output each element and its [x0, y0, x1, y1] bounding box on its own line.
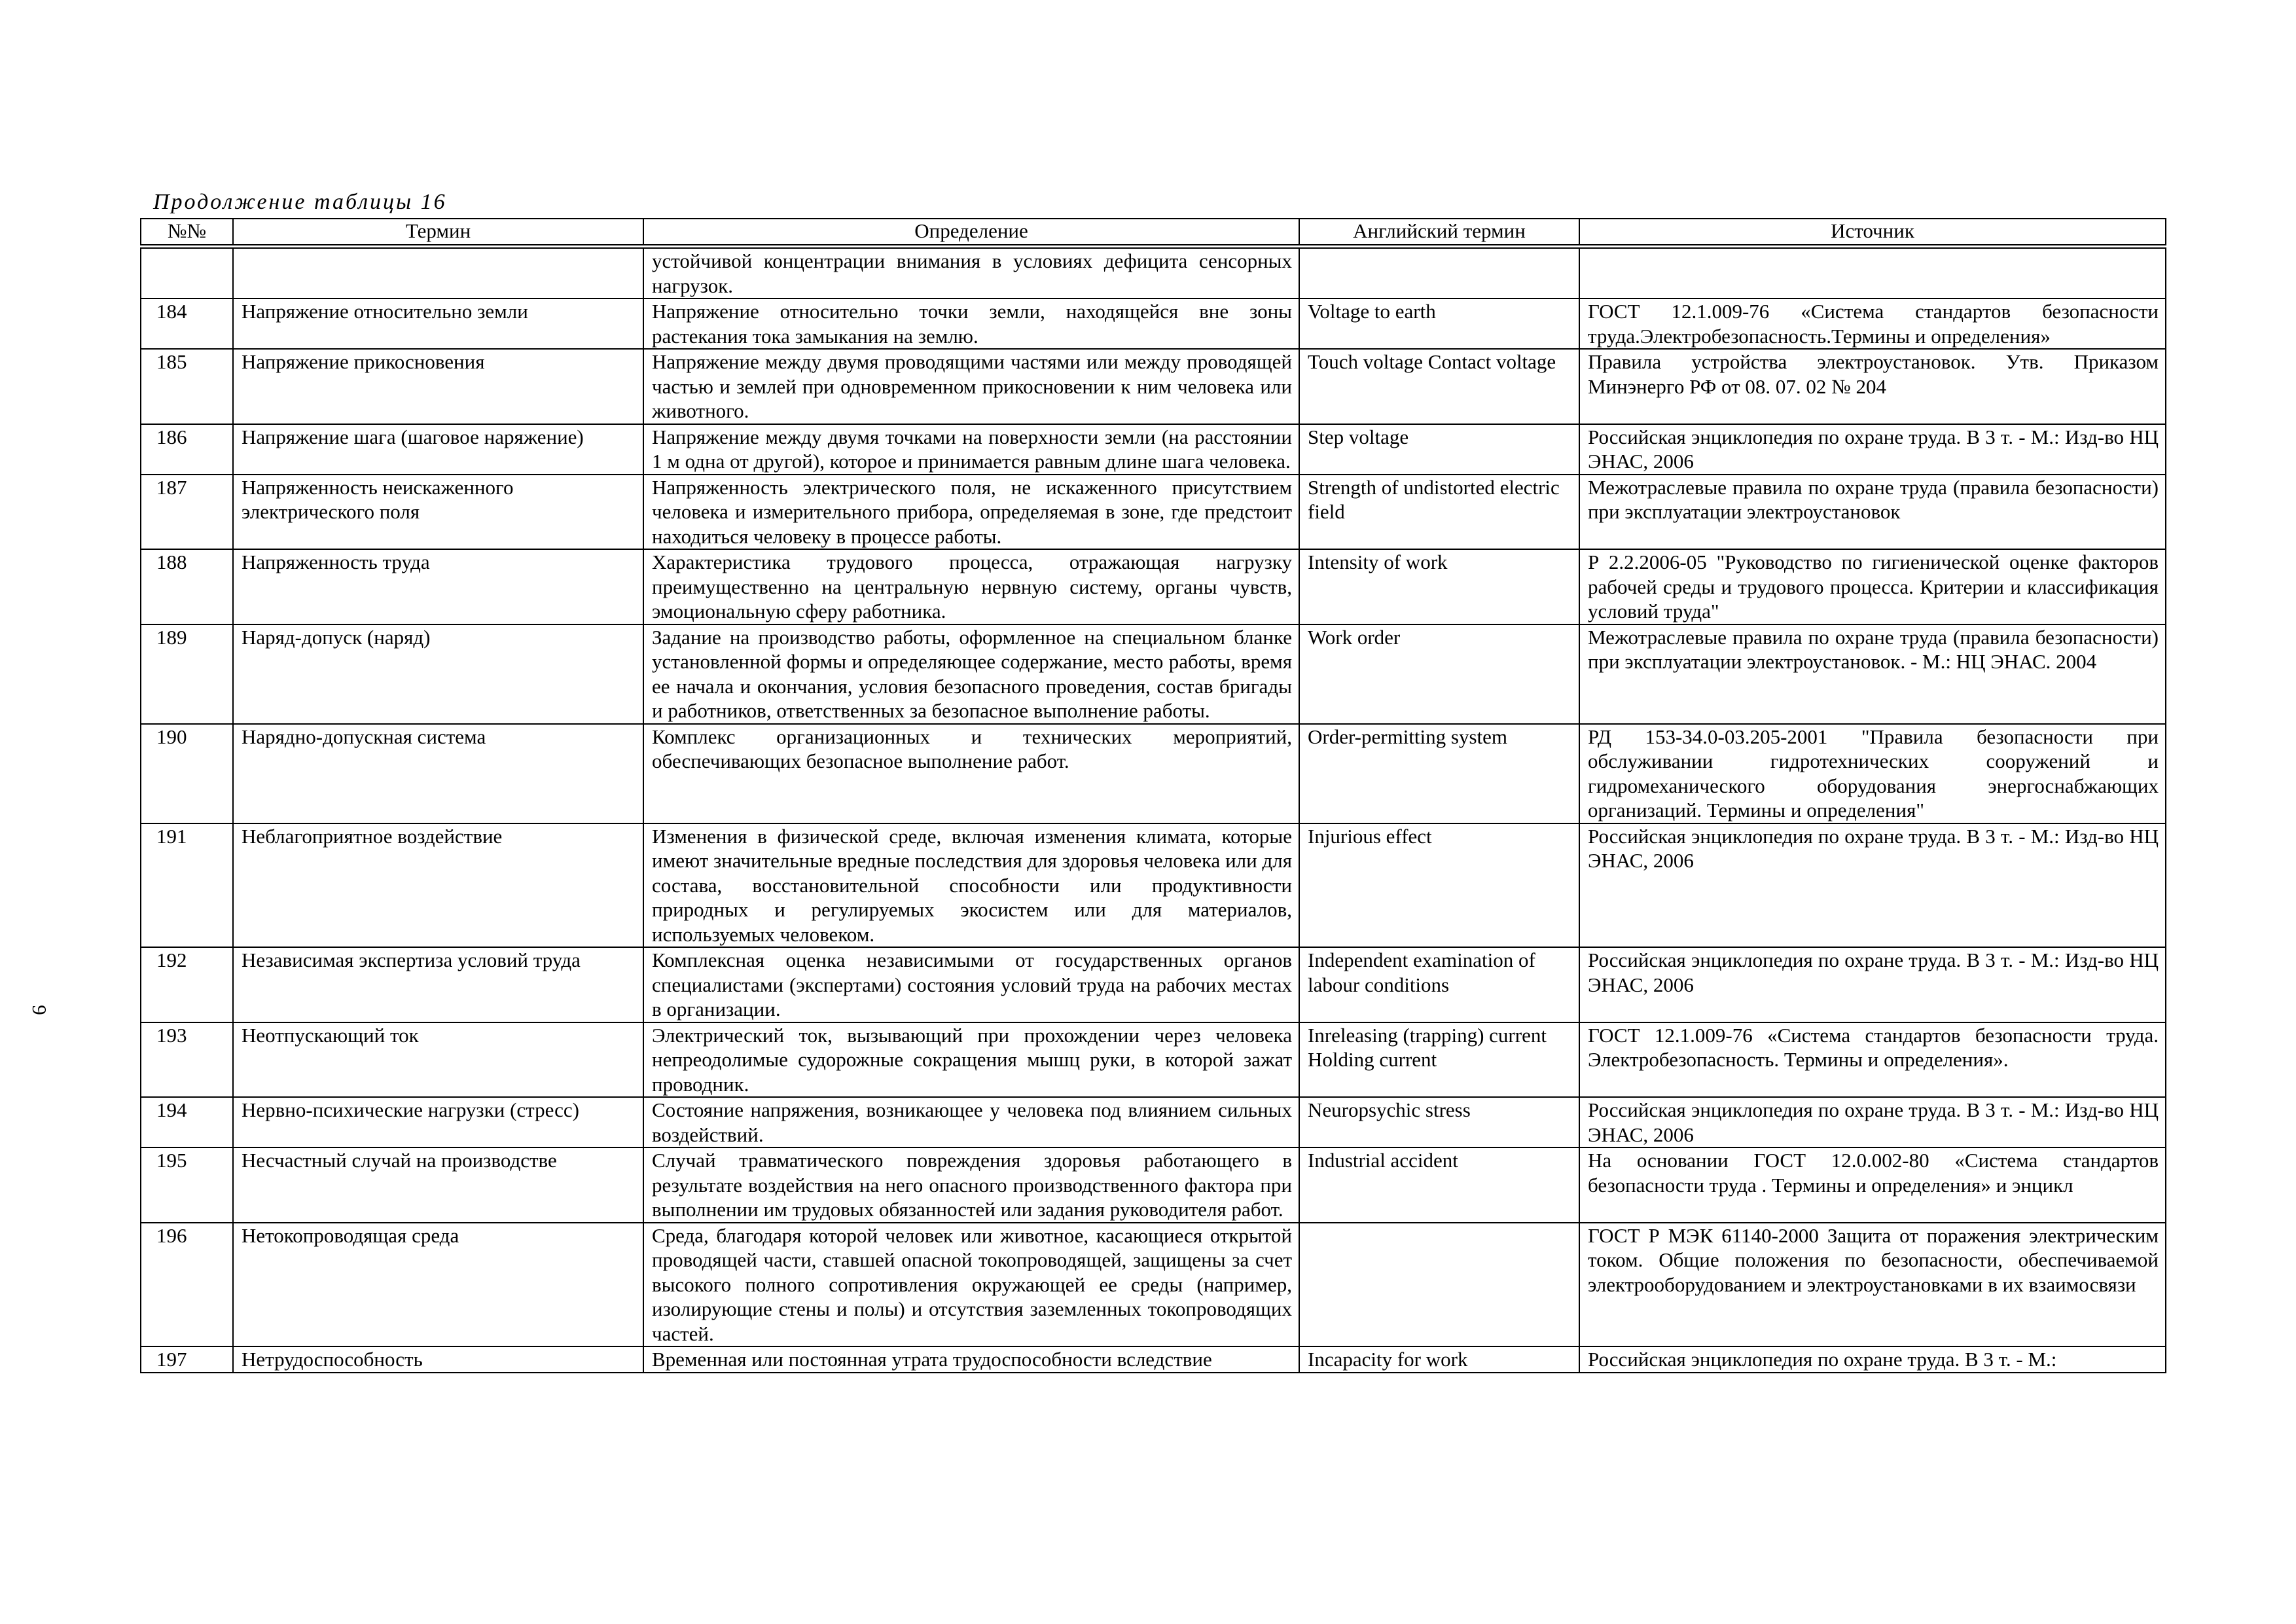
terms-table — [140, 218, 2166, 1373]
row-number: 186 — [141, 424, 233, 475]
row-definition: Напряжение между двумя точками на поверхности земли (на расстоянии 1 м одна от другой), которое и принимается равным длине шага человека. — [643, 424, 1299, 475]
row-english-term — [1299, 1223, 1579, 1347]
row-source: Российская энциклопедия по охране труда. В 3 т. - М.: — [1579, 1346, 2166, 1373]
row-english-term: Intensity of work — [1299, 549, 1579, 624]
row-english-term: Touch voltage Contact voltage — [1299, 349, 1579, 424]
row-number: 189 — [141, 624, 233, 724]
header-source: Источник — [1579, 219, 2166, 247]
row-source: РД 153-34.0-03.205-2001 "Правила безопасности при обслуживании гидротехнических сооружений и гидромеханического оборудования энергоснабжающих организаций. Термины и определения" — [1579, 724, 2166, 823]
row-term: Напряжение прикосновения — [233, 349, 643, 424]
row-source: Правила устройства электроустановок. Утв. Приказом Минэнерго РФ от 08. 07. 02 № 204 — [1579, 349, 2166, 424]
header-number: №№ — [141, 219, 233, 247]
table-row — [141, 1346, 2166, 1373]
row-number: 184 — [141, 298, 233, 349]
row-term: Нетрудоспособность — [233, 1346, 643, 1373]
row-number: 194 — [141, 1097, 233, 1147]
row-definition: Временная или постоянная утрата трудоспособности вследствие — [643, 1346, 1299, 1373]
table-row — [141, 1223, 2166, 1347]
row-term: Нетокопроводящая среда — [233, 1223, 643, 1347]
row-english-term: Strength of undistorted electric field — [1299, 475, 1579, 550]
header-term: Термин — [233, 219, 643, 247]
row-english-term: Work order — [1299, 624, 1579, 724]
row-term: Напряжение относительно земли — [233, 298, 643, 349]
row-number: 188 — [141, 549, 233, 624]
row-definition: Электрический ток, вызывающий при прохождении через человека непреодолимые судорожные сокращения мышц руки, в которой зажат проводник. — [643, 1022, 1299, 1098]
table-row — [141, 298, 2166, 349]
row-term: Неотпускающий ток — [233, 1022, 643, 1098]
table-header-row — [141, 219, 2166, 247]
row-number: 195 — [141, 1147, 233, 1223]
row-number: 196 — [141, 1223, 233, 1347]
table-row — [141, 947, 2166, 1022]
row-english-term: Incapacity for work — [1299, 1346, 1579, 1373]
header-english-term: Английский термин — [1299, 219, 1579, 247]
row-source: Межотраслевые правила по охране труда (правила безопасности) при эксплуатации электроустановок. - М.: НЦ ЭНАС. 2004 — [1579, 624, 2166, 724]
row-english-term: Inreleasing (trapping) current Holding current — [1299, 1022, 1579, 1098]
table-caption: Продолжение таблицы 16 — [153, 190, 447, 214]
row-english-term: Step voltage — [1299, 424, 1579, 475]
row-source: ГОСТ Р МЭК 61140-2000 Защита от поражения электрическим током. Общие положения по безопасности, обеспечиваемой электрооборудованием и электроустановками в их взаимосвязи — [1579, 1223, 2166, 1347]
row-source: Межотраслевые правила по охране труда (правила безопасности) при эксплуатации электроустановок — [1579, 475, 2166, 550]
row-definition: Задание на производство работы, оформленное на специальном бланке установленной формы и определяющее содержание, место работы, время ее начала и окончания, условия безопасного проведения, состав бригады и работников, ответственных за безопасное выполнение работы. — [643, 624, 1299, 724]
row-number: 187 — [141, 475, 233, 550]
table-row — [141, 1022, 2166, 1098]
row-number: 191 — [141, 823, 233, 948]
row-english-term: Voltage to earth — [1299, 298, 1579, 349]
row-source: ГОСТ 12.1.009-76 «Система стандартов безопасности труда.Электробезопасность.Термины и определения» — [1579, 298, 2166, 349]
row-source: Российская энциклопедия по охране труда. В 3 т. - М.: Изд-во НЦ ЭНАС, 2006 — [1579, 947, 2166, 1022]
row-definition: Случай травматического повреждения здоровья работающего в результате воздействия на него опасного производственного фактора при выполнении им трудовых обязанностей или задания руководителя работ. — [643, 1147, 1299, 1223]
row-source: Российская энциклопедия по охране труда. В 3 т. - М.: Изд-во НЦ ЭНАС, 2006 — [1579, 1097, 2166, 1147]
table-row — [141, 823, 2166, 948]
page-number: 9 — [28, 1005, 51, 1015]
table-row — [141, 549, 2166, 624]
row-term — [233, 247, 643, 299]
header-definition: Определение — [643, 219, 1299, 247]
row-english-term: Neuropsychic stress — [1299, 1097, 1579, 1147]
row-definition: Характеристика трудового процесса, отражающая нагрузку преимущественно на центральную нервную систему, органы чувств, эмоциональную сферу работника. — [643, 549, 1299, 624]
row-number: 192 — [141, 947, 233, 1022]
row-definition: Изменения в физической среде, включая изменения климата, которые имеют значительные вредные последствия для здоровья человека или для состава, восстановительной способности или продуктивности природных и регулируемых экосистем или для материалов, используемых человеком. — [643, 823, 1299, 948]
row-source: Российская энциклопедия по охране труда. В 3 т. - М.: Изд-во НЦ ЭНАС, 2006 — [1579, 823, 2166, 948]
row-term: Напряженность труда — [233, 549, 643, 624]
row-definition: устойчивой концентрации внимания в условиях дефицита сенсорных нагрузок. — [643, 247, 1299, 299]
row-english-term: Order-permitting system — [1299, 724, 1579, 823]
row-definition: Комплекс организационных и технических мероприятий, обеспечивающих безопасное выполнение работ. — [643, 724, 1299, 823]
row-term: Несчастный случай на производстве — [233, 1147, 643, 1223]
row-source: Р 2.2.2006-05 "Руководство по гигиенической оценке факторов рабочей среды и трудового процесса. Критерии и классификация условий труда" — [1579, 549, 2166, 624]
row-term: Нервно-психические нагрузки (стресс) — [233, 1097, 643, 1147]
row-term: Независимая экспертиза условий труда — [233, 947, 643, 1022]
row-definition: Напряженность электрического поля, не искаженного присутствием человека и измерительного прибора, определяемая в зоне, где предстоит находиться человеку в процессе работы. — [643, 475, 1299, 550]
row-definition: Напряжение между двумя проводящими частями или между проводящей частью и землей при одновременном прикосновении к ним человека или животного. — [643, 349, 1299, 424]
row-definition: Состояние напряжения, возникающее у человека под влиянием сильных воздействий. — [643, 1097, 1299, 1147]
row-source: Российская энциклопедия по охране труда. В 3 т. - М.: Изд-во НЦ ЭНАС, 2006 — [1579, 424, 2166, 475]
row-term: Напряжение шага (шаговое наряжение) — [233, 424, 643, 475]
table-row — [141, 424, 2166, 475]
table-row — [141, 724, 2166, 823]
table-row — [141, 475, 2166, 550]
row-number: 197 — [141, 1346, 233, 1373]
row-definition: Напряжение относительно точки земли, находящейся вне зоны растекания тока замыкания на землю. — [643, 298, 1299, 349]
row-english-term: Independent examination of labour conditions — [1299, 947, 1579, 1022]
row-number: 185 — [141, 349, 233, 424]
row-english-term — [1299, 247, 1579, 299]
table-row — [141, 349, 2166, 424]
row-source: На основании ГОСТ 12.0.002-80 «Система стандартов безопасности труда . Термины и определения» и энцикл — [1579, 1147, 2166, 1223]
row-definition: Среда, благодаря которой человек или животное, касающиеся открытой проводящей части, ставшей опасной токопроводящей, защищены за счет высокого полного сопротивления окружающей ее среды (например, изолирующие стены и полы) и отсутствия заземленных токопроводящих частей. — [643, 1223, 1299, 1347]
row-number — [141, 247, 233, 299]
row-term: Нарядно-допускная система — [233, 724, 643, 823]
row-source — [1579, 247, 2166, 299]
table-row — [141, 247, 2166, 299]
row-english-term: Industrial accident — [1299, 1147, 1579, 1223]
table-row — [141, 624, 2166, 724]
row-number: 190 — [141, 724, 233, 823]
table-row — [141, 1097, 2166, 1147]
row-term: Напряженность неискаженного электрического поля — [233, 475, 643, 550]
row-source: ГОСТ 12.1.009-76 «Система стандартов безопасности труда. Электробезопасность. Термины и определения». — [1579, 1022, 2166, 1098]
row-term: Наряд-допуск (наряд) — [233, 624, 643, 724]
row-number: 193 — [141, 1022, 233, 1098]
row-english-term: Injurious effect — [1299, 823, 1579, 948]
row-definition: Комплексная оценка независимыми от государственных органов специалистами (экспертами) состояния условий труда на рабочих местах в организации. — [643, 947, 1299, 1022]
table-row — [141, 1147, 2166, 1223]
row-term: Неблагоприятное воздействие — [233, 823, 643, 948]
